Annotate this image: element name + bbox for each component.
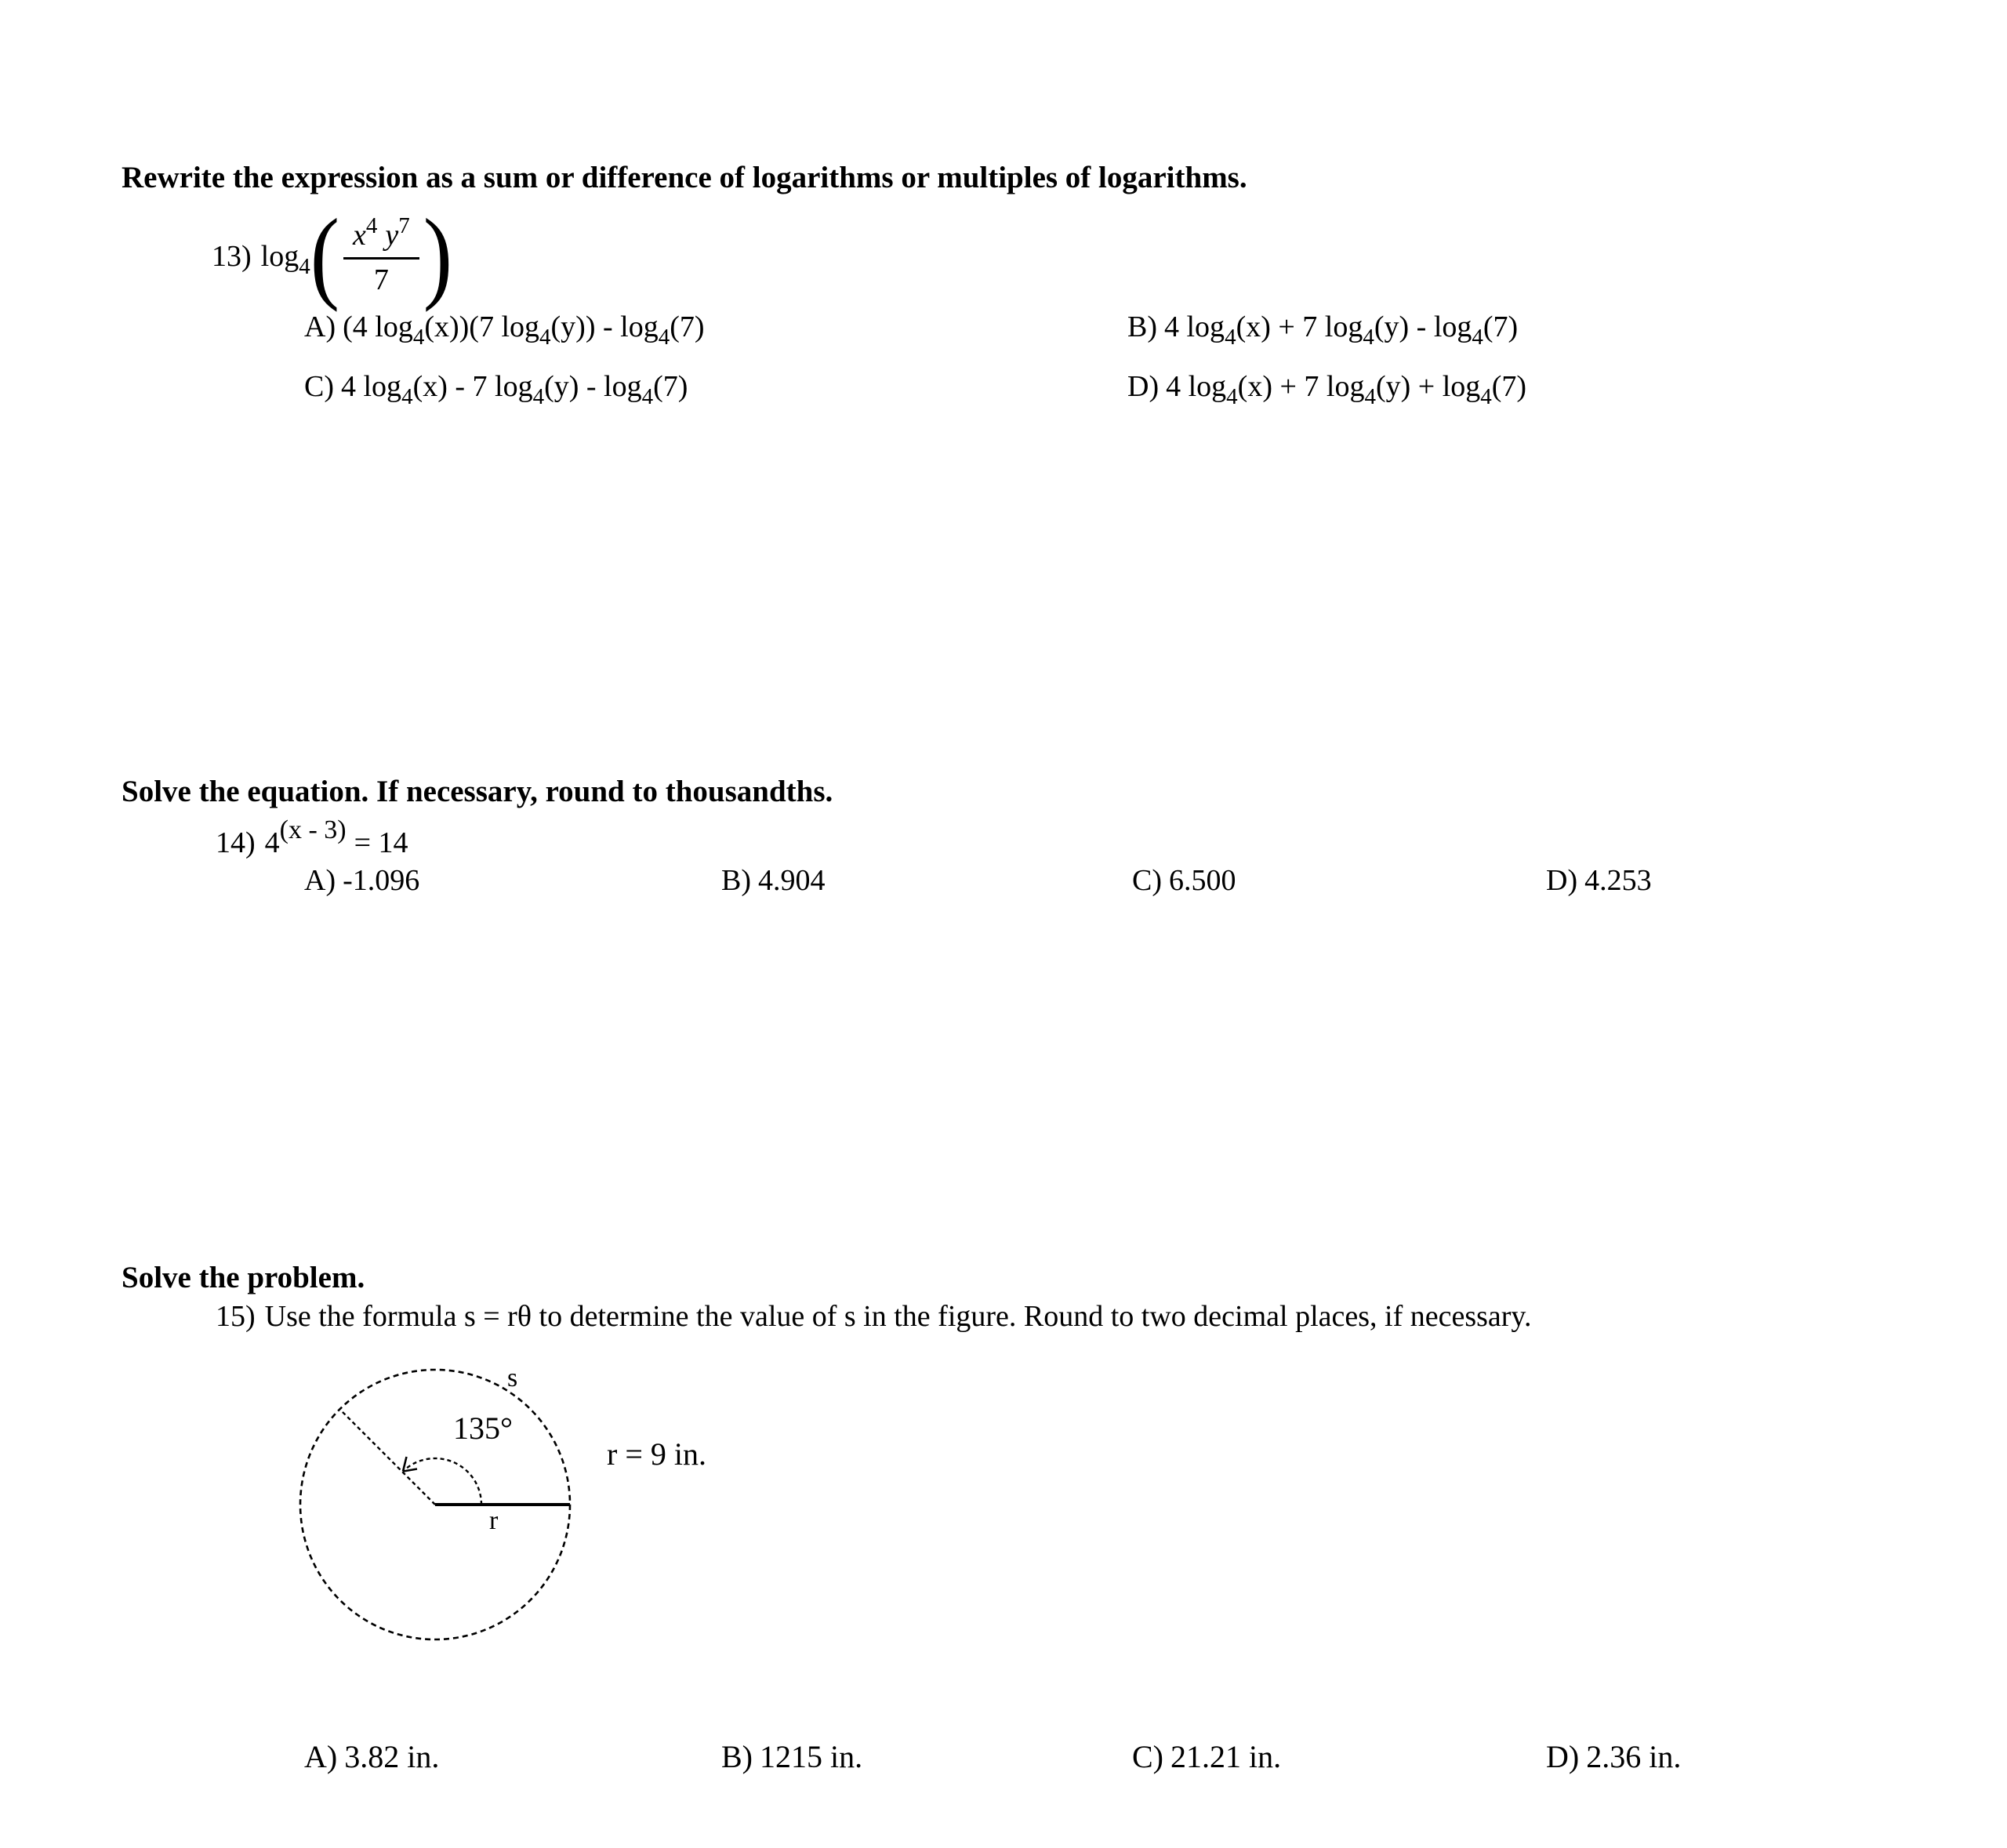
choice-value: 1215 in.	[760, 1739, 863, 1774]
q15-number: 15)	[216, 1300, 256, 1333]
choice-value: 6.500	[1169, 864, 1236, 897]
choice-math-text: (y) + log	[1375, 370, 1481, 403]
q13-choice-d	[1127, 369, 1527, 409]
log-base-subscript: 4	[401, 384, 413, 409]
choice-math-text: (7)	[670, 310, 705, 343]
choice-value: 3.82 in.	[344, 1739, 440, 1774]
choice-math-text: 4 log	[1164, 310, 1225, 343]
choice-math-text: (x))(7 log	[424, 310, 540, 343]
numerator-exponent-7: 7	[398, 212, 410, 238]
radius-label-r: r	[489, 1506, 499, 1535]
angle-label: 135°	[453, 1411, 513, 1446]
close-paren: )	[423, 198, 453, 314]
q15-choice-c	[1132, 1739, 1281, 1775]
equation-base: 4	[264, 826, 280, 859]
choice-math-text: (4 log	[343, 310, 413, 343]
q14-choice-a	[304, 862, 419, 899]
angle-arc	[403, 1458, 481, 1505]
choice-label: B)	[721, 1739, 753, 1774]
fraction-denominator: 7	[373, 263, 389, 296]
choice-label: D)	[1546, 1739, 1580, 1774]
q13-choice-a	[304, 309, 705, 350]
log-base-subscript: 4	[1480, 384, 1492, 409]
choice-label: D)	[1127, 370, 1160, 403]
choice-value: 21.21 in.	[1170, 1739, 1282, 1774]
choice-math-text: (y)) - log	[550, 310, 659, 343]
choice-label: A)	[304, 864, 336, 897]
q13-choice-c	[304, 369, 688, 409]
q14-equation	[216, 815, 408, 861]
q13-number: 13)	[212, 240, 252, 273]
q15-choice-d	[1546, 1739, 1681, 1775]
q15-instruction-heading: Solve the problem.	[122, 1261, 365, 1294]
q13-expression	[212, 198, 452, 314]
log-function	[260, 239, 310, 279]
log-base-subscript: 4	[412, 325, 425, 350]
choice-math-text: (x) + 7 log	[1237, 370, 1365, 403]
log-base-subscript: 4	[299, 254, 310, 279]
equation-exponent: (x - 3)	[279, 815, 347, 844]
log-base-subscript: 4	[1363, 325, 1374, 350]
choice-math-text: (7)	[653, 370, 688, 403]
circle-figure	[292, 1361, 580, 1650]
terminal-ray-line	[339, 1409, 435, 1505]
equation-rhs: = 14	[354, 826, 408, 859]
choice-label: C)	[304, 370, 334, 403]
choice-label: C)	[1132, 1739, 1163, 1774]
choice-label: D)	[1546, 864, 1578, 897]
q13-choice-b	[1127, 309, 1519, 350]
log-base-subscript: 4	[1472, 325, 1483, 350]
choice-label: A)	[304, 310, 336, 343]
open-paren: (	[310, 198, 340, 314]
radius-value-label: r = 9 in.	[607, 1436, 706, 1472]
choice-label: B)	[721, 864, 751, 897]
q13-instruction-heading: Rewrite the expression as a sum or difference of logarithms or multiples of logarithms.	[122, 161, 1247, 194]
fraction	[343, 212, 419, 297]
choice-label: C)	[1132, 864, 1162, 897]
choice-label: A)	[304, 1739, 338, 1774]
numerator-variable-x: x	[353, 218, 366, 252]
arc-label-s: s	[507, 1363, 518, 1392]
fraction-numerator	[343, 212, 419, 260]
log-base-subscript: 4	[641, 384, 654, 409]
q15-stem	[216, 1298, 1531, 1334]
q14-choice-c	[1132, 862, 1236, 899]
choice-math-text: 4 log	[1166, 370, 1227, 403]
q15-choice-b	[721, 1739, 862, 1775]
choice-value: 4.253	[1584, 864, 1652, 897]
choice-value: 2.36 in.	[1586, 1739, 1682, 1774]
log-base-subscript: 4	[532, 384, 545, 409]
numerator-exponent-4: 4	[365, 212, 378, 238]
numerator-variable-y: y	[385, 218, 399, 252]
log-base-subscript: 4	[539, 325, 551, 350]
log-base-subscript: 4	[1225, 325, 1236, 350]
q15-stem-text: Use the formula s = rθ to determine the value of s in the figure. Round to two decimal places, if necessary.	[264, 1300, 1532, 1333]
choice-math-text: (x) - 7 log	[412, 370, 533, 403]
q14-instruction-heading: Solve the equation. If necessary, round to thousandths.	[122, 775, 833, 808]
log-word: log	[260, 240, 299, 273]
choice-value: 4.904	[758, 864, 826, 897]
choice-math-text: (y) - log	[544, 370, 642, 403]
choice-math-text: 4 log	[341, 370, 402, 403]
q14-choice-b	[721, 862, 826, 899]
choice-label: B)	[1127, 310, 1157, 343]
choice-math-text: (7)	[1491, 370, 1527, 403]
arc-arrowhead-icon	[403, 1457, 417, 1472]
q14-number: 14)	[216, 826, 256, 859]
q15-choice-a	[304, 1739, 439, 1775]
q14-choice-d	[1546, 862, 1652, 899]
choice-value: -1.096	[343, 864, 420, 897]
log-base-subscript: 4	[1364, 384, 1376, 409]
choice-math-text: (7)	[1483, 310, 1519, 343]
choice-math-text: (y) - log	[1374, 310, 1472, 343]
log-base-subscript: 4	[658, 325, 670, 350]
log-base-subscript: 4	[1226, 384, 1238, 409]
choice-math-text: (x) + 7 log	[1236, 310, 1363, 343]
